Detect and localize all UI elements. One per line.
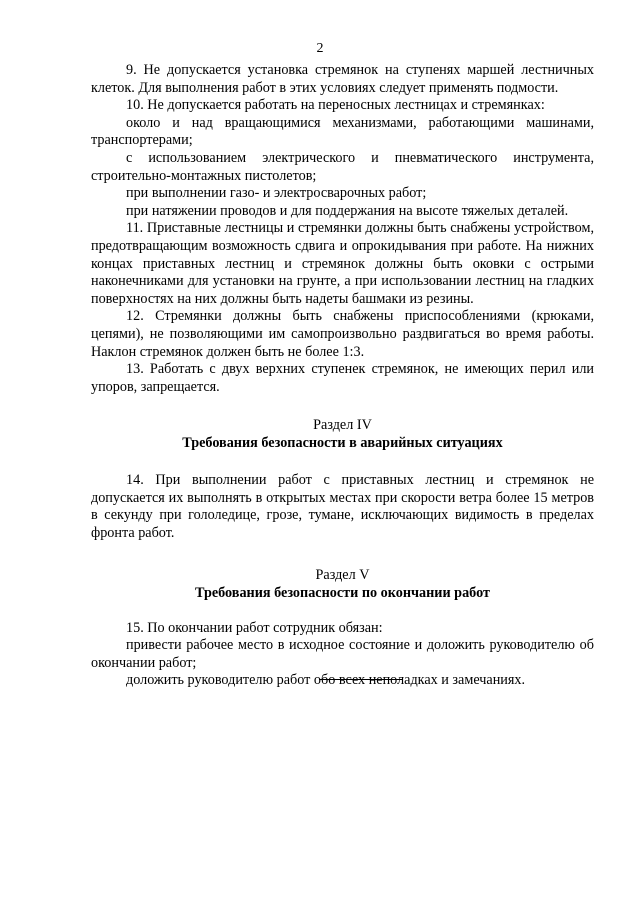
document-end-divider <box>319 679 403 680</box>
section-5-title: Требования безопасности по окончании работ <box>195 584 490 601</box>
list-item-welding: при выполнении газо- и электросварочных работ; <box>126 185 427 202</box>
paragraph-14: 14. При выполнении работ с приставных лестниц и стремянок не допускается их выполнять в открытых местах при скорости ветра более 15 метров в секунду при гололедице, грозе, тумане, исключающих видимость в пределах фронта работ. <box>91 472 594 542</box>
section-5-heading: Раздел V <box>315 566 370 583</box>
page-number: 2 <box>316 41 324 56</box>
document-body <box>91 62 594 690</box>
paragraph-13: 13. Работать с двух верхних ступенек стремянок, не имеющих перил или упоров, запрещается. <box>91 361 594 395</box>
list-item-wires: при натяжении проводов и для поддержания на высоте тяжелых деталей. <box>126 202 569 219</box>
paragraph-11: 11. Приставные лестницы и стремянки должны быть снабжены устройством, предотвращающим возможность сдвига и опрокидывания при работе. На нижних концах приставных лестниц и стремянок должны быть оковки с острыми наконечниками для установки на грунте, а при использовании лестниц на гладких поверхностях на них должны быть надеты башмаки из резины. <box>91 220 594 307</box>
list-item-tools: с использованием электрического и пневматического инструмента, строительно-монтажных пистолетов; <box>91 149 594 184</box>
paragraph-15: 15. По окончании работ сотрудник обязан: <box>126 619 383 636</box>
section-4-title: Требования безопасности в аварийных ситуациях <box>182 435 503 452</box>
list-item-workplace: привести рабочее место в исходное состояние и доложить руководителю об окончании работ; <box>91 637 594 671</box>
paragraph-9: 9. Не допускается установка стремянок на ступенях маршей лестничных клеток. Для выполнения работ в этих условиях следует применять подмости. <box>91 62 594 96</box>
paragraph-12: 12. Стремянки должны быть снабжены приспособлениями (крюками, цепями), не позволяющими им самопроизвольно раздвигаться во время работы. Наклон стремянок должен быть не более 1:3. <box>91 308 594 360</box>
list-item-report: доложить руководителю работ обо всех неполадках и замечаниях. <box>126 672 526 689</box>
paragraph-10: 10. Не допускается работать на переносных лестницах и стремянках: <box>126 97 545 114</box>
section-4-heading: Раздел IV <box>313 417 372 434</box>
list-item-mechanisms: около и над вращающимися механизмами, работающими машинами, транспортерами; <box>91 114 594 149</box>
